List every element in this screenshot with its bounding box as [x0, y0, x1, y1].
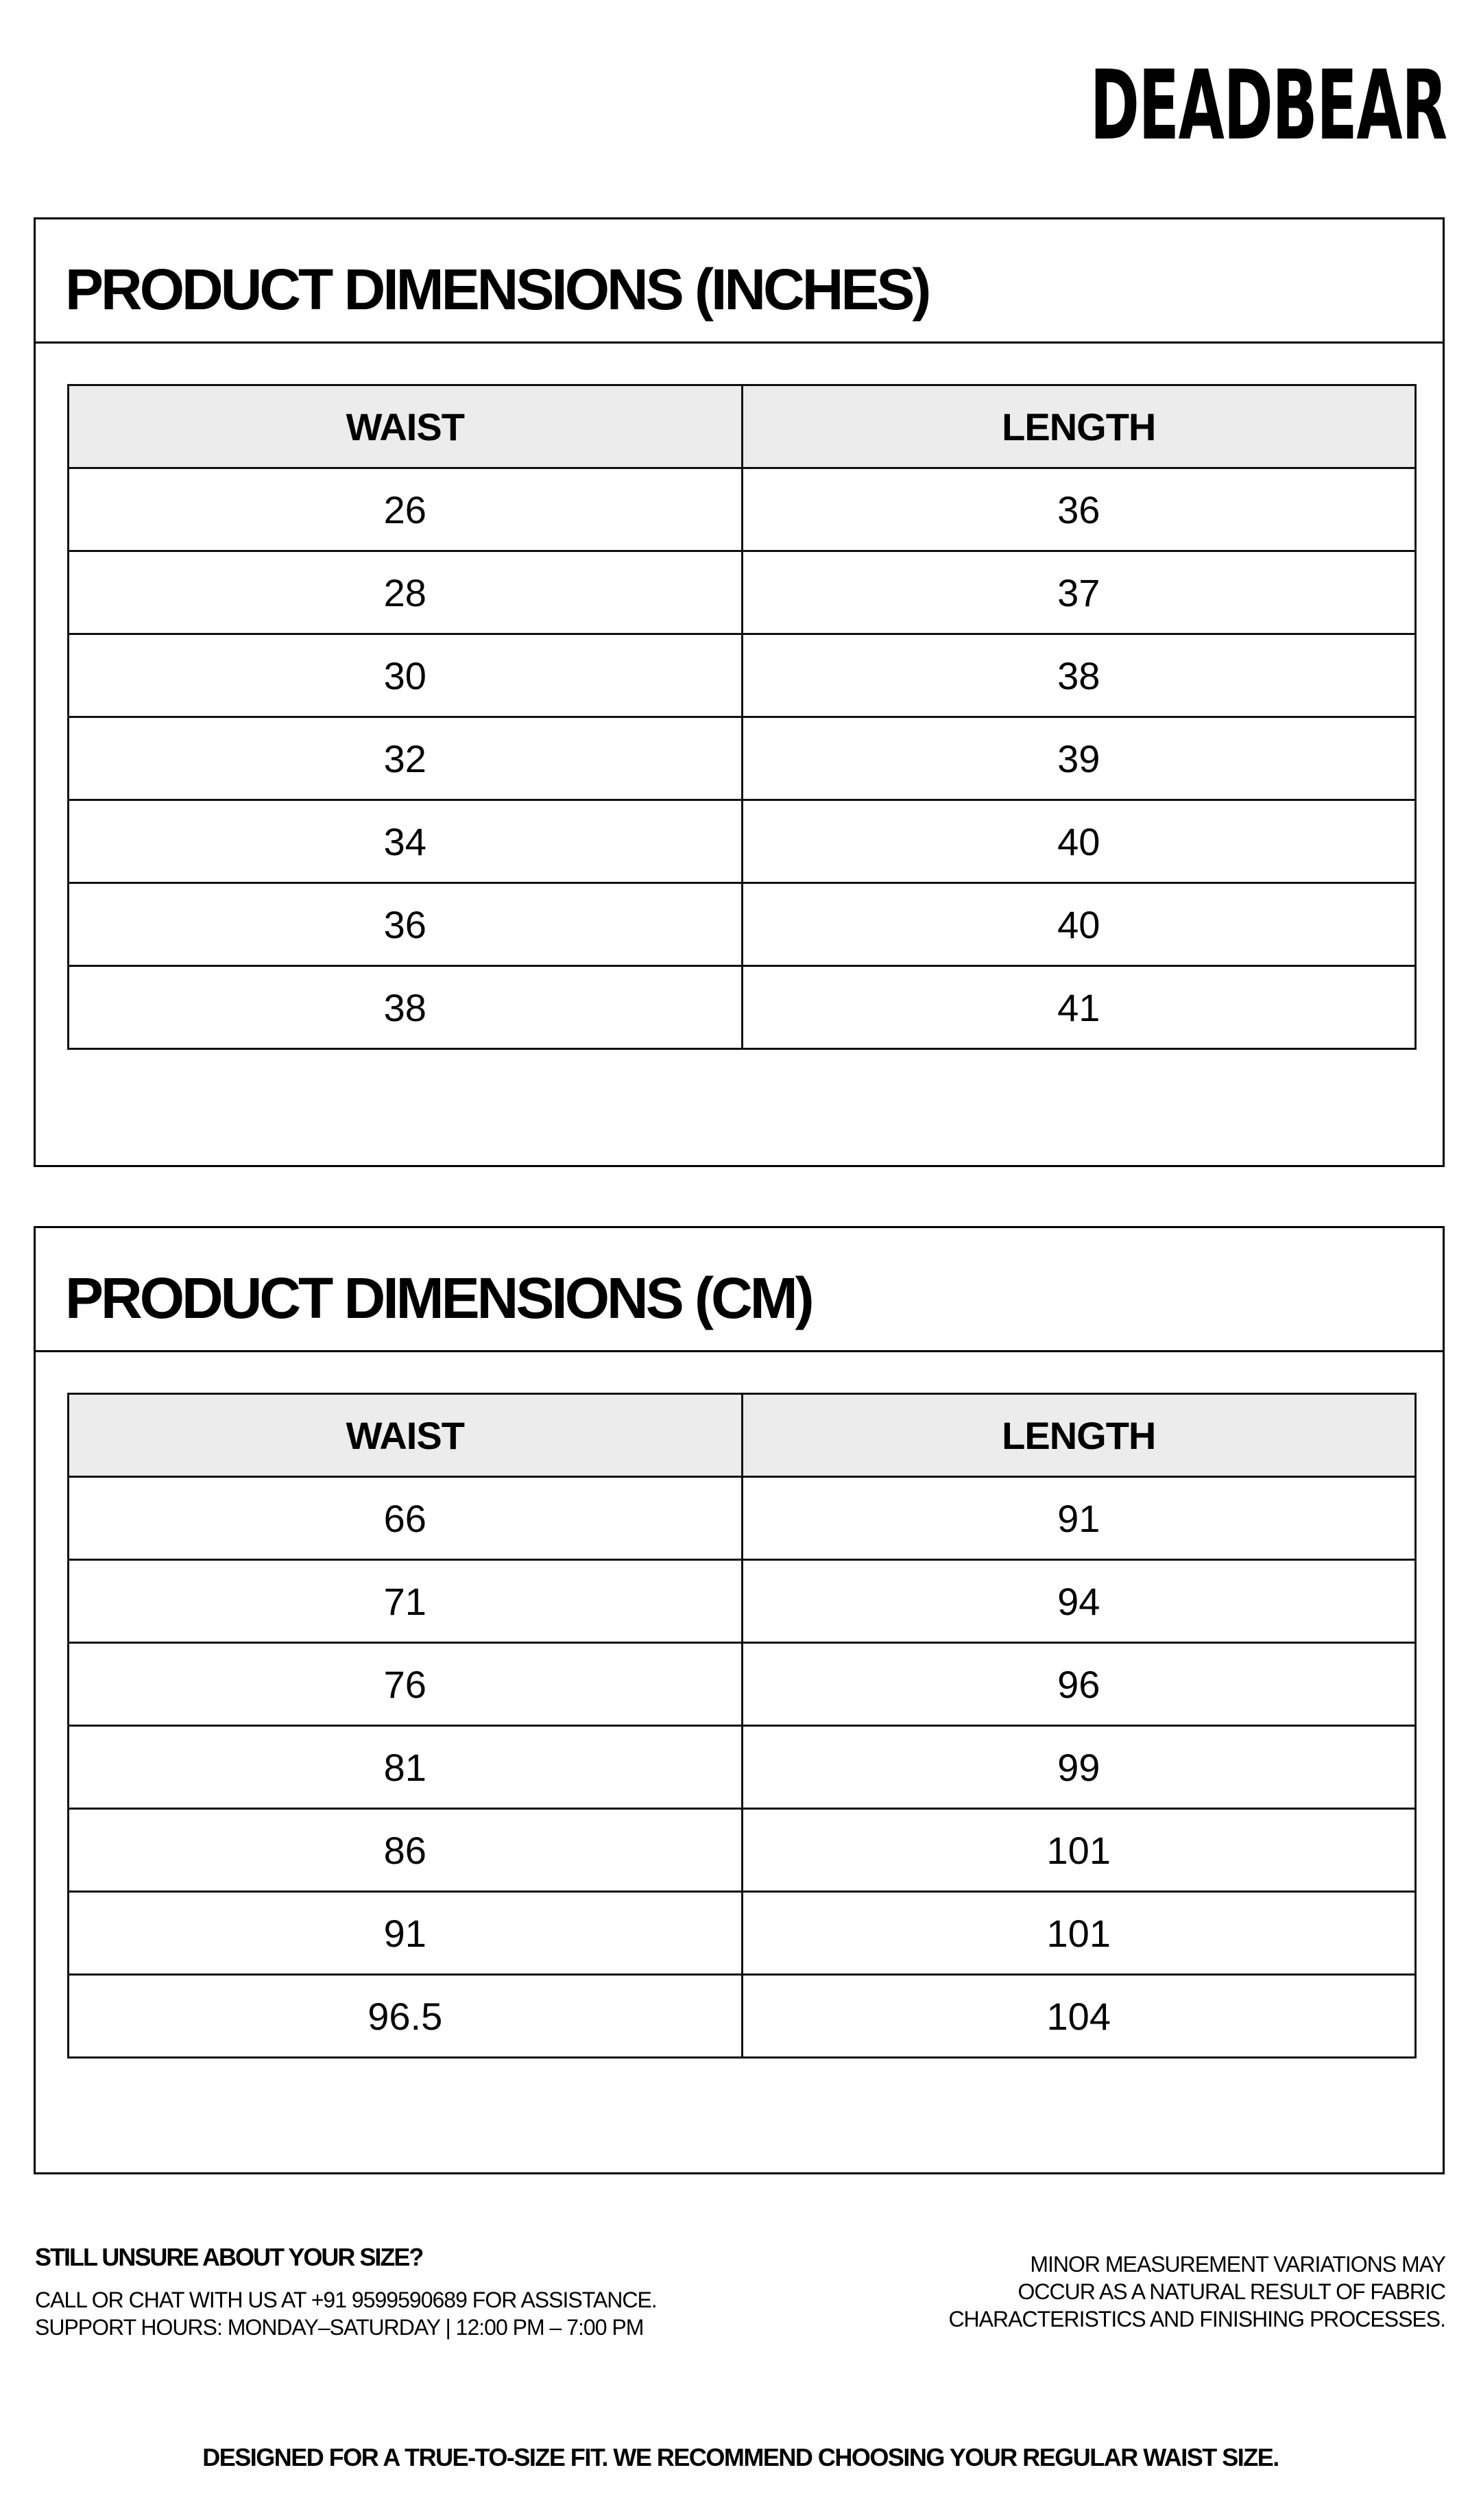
measurement-disclaimer [948, 2251, 1445, 2333]
support-info [35, 2242, 657, 2341]
column-header-waist: WAIST [69, 385, 743, 468]
length-cell: 96 [742, 1643, 1416, 1726]
table-row [69, 883, 1416, 966]
waist-cell: 26 [69, 468, 743, 551]
table-row [69, 717, 1416, 800]
support-contact-line: CALL OR CHAT WITH US AT +91 9599590689 FOR ASSISTANCE. [35, 2288, 657, 2312]
length-cell: 94 [742, 1560, 1416, 1643]
length-cell: 99 [742, 1726, 1416, 1809]
waist-cell: 34 [69, 800, 743, 883]
disclaimer-line: CHARACTERISTICS AND FINISHING PROCESSES. [948, 2307, 1445, 2331]
waist-cell: 30 [69, 634, 743, 717]
length-cell: 101 [742, 1892, 1416, 1975]
waist-cell: 28 [69, 551, 743, 634]
table-row [69, 1726, 1416, 1809]
waist-cell: 96.5 [69, 1975, 743, 2058]
length-cell: 37 [742, 551, 1416, 634]
length-cell: 36 [742, 468, 1416, 551]
cm-section-title: PRODUCT DIMENSIONS (CM) [65, 1266, 812, 1330]
table-row [69, 1809, 1416, 1892]
length-cell: 91 [742, 1477, 1416, 1560]
waist-cell: 76 [69, 1643, 743, 1726]
table-row [69, 468, 1416, 551]
brand-logo: DEADBEAR [1089, 50, 1447, 162]
inches-section-title: PRODUCT DIMENSIONS (INCHES) [65, 257, 929, 322]
column-header-waist: WAIST [69, 1394, 743, 1477]
waist-cell: 32 [69, 717, 743, 800]
length-cell: 101 [742, 1809, 1416, 1892]
length-cell: 40 [742, 800, 1416, 883]
column-header-length: LENGTH [742, 1394, 1416, 1477]
length-cell: 104 [742, 1975, 1416, 2058]
table-row [69, 551, 1416, 634]
disclaimer-line: MINOR MEASUREMENT VARIATIONS MAY [1030, 2252, 1445, 2277]
table-row [69, 634, 1416, 717]
table-row [69, 1477, 1416, 1560]
column-header-length: LENGTH [742, 385, 1416, 468]
waist-cell: 38 [69, 966, 743, 1049]
table-header-row [69, 1394, 1416, 1477]
table-header-row [69, 385, 1416, 468]
table-row [69, 800, 1416, 883]
support-hours-line: SUPPORT HOURS: MONDAY–SATURDAY | 12:00 PM – 7:00 PM [35, 2315, 644, 2340]
length-cell: 38 [742, 634, 1416, 717]
waist-cell: 86 [69, 1809, 743, 1892]
disclaimer-line: OCCUR AS A NATURAL RESULT OF FABRIC [1018, 2279, 1445, 2304]
panel-header [36, 219, 1443, 344]
cm-size-table [67, 1393, 1417, 2059]
table-row [69, 1560, 1416, 1643]
waist-cell: 71 [69, 1560, 743, 1643]
waist-cell: 36 [69, 883, 743, 966]
support-heading: STILL UNSURE ABOUT YOUR SIZE? [35, 2243, 423, 2271]
length-cell: 40 [742, 883, 1416, 966]
table-row [69, 1643, 1416, 1726]
table-row [69, 966, 1416, 1049]
table-row [69, 1975, 1416, 2058]
cm-dimensions-panel [34, 1226, 1445, 2174]
inches-dimensions-panel [34, 217, 1445, 1167]
waist-cell: 81 [69, 1726, 743, 1809]
fit-recommendation: DESIGNED FOR A TRUE-TO-SIZE FIT. WE RECOMMEND CHOOSING YOUR REGULAR WAIST SIZE. [202, 2443, 1279, 2471]
waist-cell: 91 [69, 1892, 743, 1975]
length-cell: 39 [742, 717, 1416, 800]
length-cell: 41 [742, 966, 1416, 1049]
table-row [69, 1892, 1416, 1975]
waist-cell: 66 [69, 1477, 743, 1560]
inches-size-table [67, 384, 1417, 1050]
panel-header [36, 1228, 1443, 1352]
